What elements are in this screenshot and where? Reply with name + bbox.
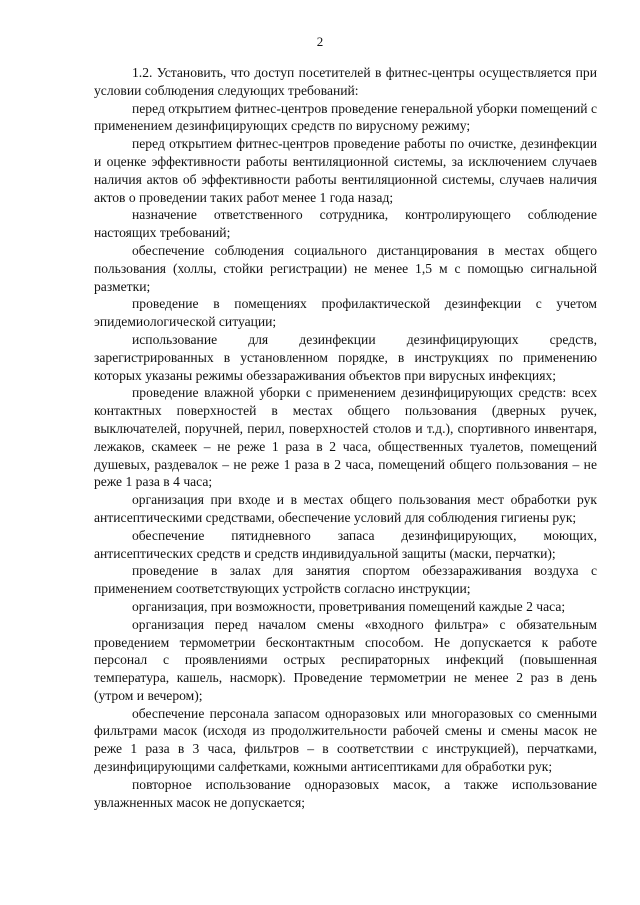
paragraph: обеспечение персонала запасом одноразовых или многоразовых со сменными фильтрами масок (исходя из продолжительности рабочей смены и смены масок не реже 1 раза в 3 часа, фильтров – в соответствии с инструкцией), перчатками, дезинфицирующими салфетками, кожными антисептиками для обработки рук; <box>94 705 597 775</box>
paragraph: организация перед началом смены «входного фильтра» с обязательным проведением термометрии бесконтактным способом. Не допускается к работе персонал с проявлениями острых респираторных инфекций (повышенная температура, кашель, насморк). Проведение термометрии не менее 2 раз в день (утром и вечером); <box>94 616 597 703</box>
paragraph: повторное использование одноразовых масок, а также использование увлажненных масок не допускается; <box>94 776 597 810</box>
paragraph: проведение в помещениях профилактической дезинфекции с учетом эпидемиологической ситуации; <box>94 296 597 330</box>
paragraph: 1.2. Установить, что доступ посетителей в фитнес-центры осуществляется при условии соблюдения следующих требований: <box>94 65 597 98</box>
paragraph: обеспечение пятидневного запаса дезинфицирующих, моющих, антисептических средств и средств индивидуальной защиты (маски, перчатки); <box>94 527 597 561</box>
paragraph: перед открытием фитнес-центров проведение работы по очистке, дезинфекции и оценке эффективности работы вентиляционной системы, за исключением случаев наличия актов об эффективности работы вентиляционной системы, случаев наличия актов о проведении таких работ менее 1 года назад; <box>94 136 597 205</box>
paragraph: организация, при возможности, проветривания помещений каждые 2 часа; <box>132 598 566 614</box>
page-number: 2 <box>316 34 324 49</box>
paragraph: организация при входе и в местах общего пользования мест обработки рук антисептическими средствами, обеспечение условий для соблюдения гигиены рук; <box>94 492 597 525</box>
document-body <box>94 64 597 811</box>
paragraph: перед открытием фитнес-центров проведение генеральной уборки помещений с применением дезинфицирующих средств по вирусному режиму; <box>94 100 597 134</box>
paragraph: обеспечение соблюдения социального дистанцирования в местах общего пользования (холлы, стойки регистрации) не менее 1,5 м с помощью сигнальной разметки; <box>94 242 597 294</box>
paragraph: проведение в залах для занятия спортом обеззараживания воздуха с применением соответствующих устройств согласно инструкции; <box>94 563 597 597</box>
paragraph: проведение влажной уборки с применением дезинфицирующих средств: всех контактных поверхностей в местах общего пользования (дверных ручек, выключателей, поручней, перил, поверхностей столов и т.д.), спортивного инвентаря, лежаков, скамеек – не реже 1 раза в 2 часа, общественных туалетов, помещений душевых, раздевалок – не реже 1 раза в 2 часа, помещений общего пользования – не реже 1 раза в 4 часа; <box>94 385 597 490</box>
paragraph: назначение ответственного сотрудника, контролирующего соблюдение настоящих требований; <box>94 207 597 241</box>
paragraph: использование для дезинфекции дезинфицирующих средств, зарегистрированных в установленном порядке, в инструкциях по применению которых указаны режимы обеззараживания объектов при вирусных инфекциях; <box>94 331 597 383</box>
